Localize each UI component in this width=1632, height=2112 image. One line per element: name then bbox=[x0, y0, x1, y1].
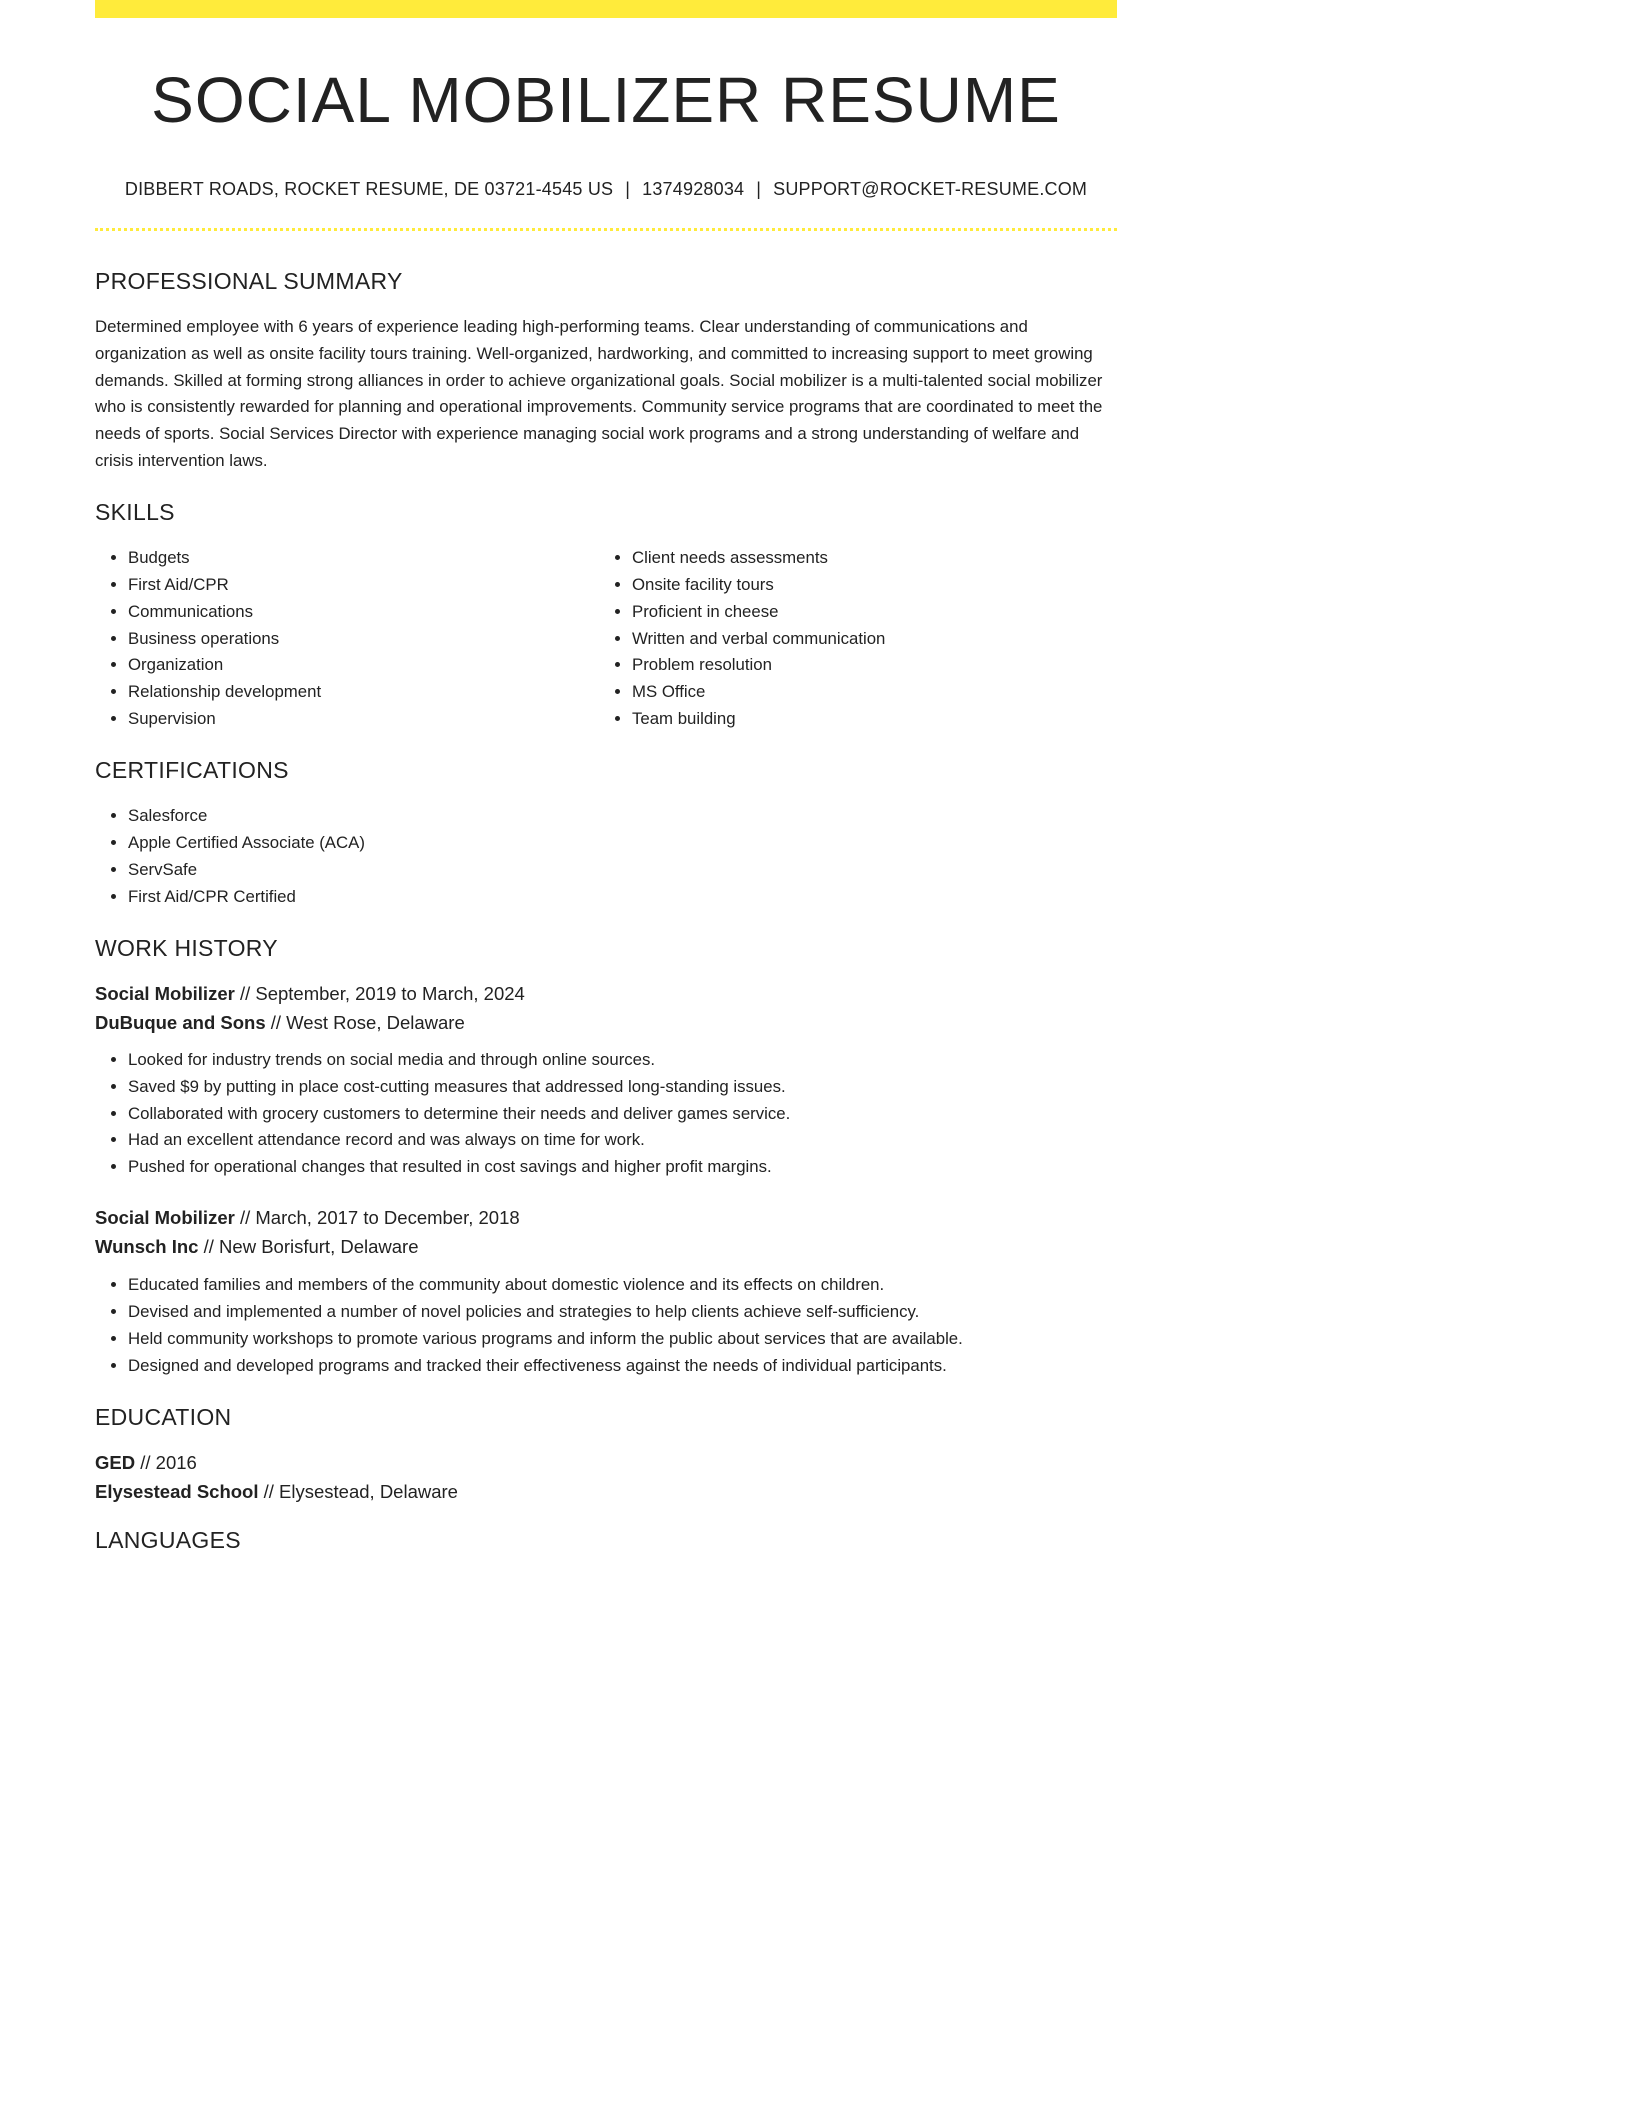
job-duty: • Educated families and members of the community about domestic violence and its effects on children. bbox=[128, 1272, 1117, 1299]
job-title-line bbox=[95, 979, 1117, 1008]
education-location: // Elysestead, Delaware bbox=[263, 1480, 458, 1502]
skill-item: • Problem resolution bbox=[632, 652, 1103, 679]
skill-item: • Onsite facility tours bbox=[632, 572, 1103, 599]
job-dates: // March, 2017 to December, 2018 bbox=[239, 1207, 520, 1229]
languages-heading: LANGUAGES bbox=[95, 1526, 241, 1553]
education-school: Elysestead School bbox=[95, 1480, 259, 1502]
education-degree-line bbox=[95, 1448, 1117, 1477]
education-school-line bbox=[95, 1477, 1117, 1506]
certification-item: • ServSafe bbox=[128, 857, 1117, 884]
resume-title: SOCIAL MOBILIZER RESUME bbox=[151, 64, 1061, 136]
skill-item: • Organization bbox=[128, 652, 599, 679]
skill-item: • Business operations bbox=[128, 626, 599, 653]
skill-item: • Client needs assessments bbox=[632, 545, 1103, 572]
job-duty: • Designed and developed programs and tracked their effectiveness against the needs of individual participants. bbox=[128, 1353, 1117, 1380]
job-entry bbox=[95, 1203, 1117, 1261]
job-company-line bbox=[95, 1232, 1117, 1261]
job-duty: • Devised and implemented a number of novel policies and strategies to help clients achieve self-sufficiency. bbox=[128, 1299, 1117, 1326]
skill-item: • Communications bbox=[128, 599, 599, 626]
skill-item: • MS Office bbox=[632, 679, 1103, 706]
resume-page bbox=[95, 0, 1117, 1554]
job-company-line bbox=[95, 1008, 1117, 1037]
summary-heading: PROFESSIONAL SUMMARY bbox=[95, 268, 403, 294]
job-title-line bbox=[95, 1203, 1117, 1232]
job-entry bbox=[95, 979, 1117, 1037]
skills-column-right bbox=[599, 545, 1103, 733]
accent-top-bar bbox=[95, 0, 1117, 18]
skills-column-left bbox=[95, 545, 599, 733]
skill-item: • Budgets bbox=[128, 545, 599, 572]
certifications-heading: CERTIFICATIONS bbox=[95, 757, 289, 784]
contact-separator: | bbox=[625, 179, 631, 199]
job-duty: • Collaborated with grocery customers to determine their needs and deliver games service. bbox=[128, 1101, 1117, 1128]
job-location: // New Borisfurt, Delaware bbox=[203, 1236, 419, 1258]
job-duty: • Looked for industry trends on social media and through online sources. bbox=[128, 1047, 1117, 1074]
job-duty: • Had an excellent attendance record and was always on time for work. bbox=[128, 1127, 1117, 1154]
contact-line bbox=[95, 178, 1117, 200]
skill-item: • Written and verbal communication bbox=[632, 626, 1103, 653]
certifications-list bbox=[95, 803, 1117, 911]
contact-phone: 1374928034 bbox=[642, 179, 745, 199]
skill-item: • Proficient in cheese bbox=[632, 599, 1103, 626]
education-entry bbox=[95, 1448, 1117, 1506]
job-location: // West Rose, Delaware bbox=[270, 1011, 465, 1033]
education-year: // 2016 bbox=[140, 1451, 197, 1473]
skill-item: • Supervision bbox=[128, 706, 599, 733]
contact-address: DIBBERT ROADS, ROCKET RESUME, DE 03721-4545 US bbox=[124, 179, 614, 199]
job-duty: • Held community workshops to promote various programs and inform the public about services that are available. bbox=[128, 1326, 1117, 1353]
job-duty: • Pushed for operational changes that resulted in cost savings and higher profit margins. bbox=[128, 1154, 1117, 1181]
certification-item: • Salesforce bbox=[128, 803, 1117, 830]
contact-email: SUPPORT@ROCKET-RESUME.COM bbox=[773, 179, 1088, 199]
job-title: Social Mobilizer bbox=[95, 1207, 235, 1229]
job-duties-list bbox=[95, 1047, 1117, 1182]
skill-item: • Relationship development bbox=[128, 679, 599, 706]
skill-item: • First Aid/CPR bbox=[128, 572, 599, 599]
summary-text: Determined employee with 6 years of experience leading high-performing teams. Clear understanding of communications and organization as well as onsite facility tours training. Well-organized, hardworking, and committed to increasing support to meet growing demands. Skilled at forming strong alliances in order to achieve organizational goals. Social mobilizer is a multi-talented social mobilizer who is consistently rewarded for planning and operational improvements. Community service programs that are coordinated to meet the needs of sports. Social Services Director with experience managing social work programs and a strong understanding of welfare and crisis intervention laws. bbox=[95, 317, 1103, 470]
skills-heading: SKILLS bbox=[95, 498, 175, 525]
skill-item: • Team building bbox=[632, 706, 1103, 733]
education-heading: EDUCATION bbox=[95, 1403, 232, 1430]
contact-separator: | bbox=[756, 179, 762, 199]
job-company: Wunsch Inc bbox=[95, 1236, 199, 1258]
work-history-heading: WORK HISTORY bbox=[95, 934, 278, 961]
job-dates: // September, 2019 to March, 2024 bbox=[239, 982, 525, 1004]
job-title: Social Mobilizer bbox=[95, 982, 235, 1004]
job-duties-list bbox=[95, 1272, 1117, 1380]
header-divider bbox=[95, 228, 1117, 231]
skills-list bbox=[95, 545, 1117, 733]
job-duty: • Saved $9 by putting in place cost-cutting measures that addressed long-standing issues. bbox=[128, 1074, 1117, 1101]
certification-item: • First Aid/CPR Certified bbox=[128, 884, 1117, 911]
education-degree: GED bbox=[95, 1451, 136, 1473]
job-company: DuBuque and Sons bbox=[95, 1011, 266, 1033]
certification-item: • Apple Certified Associate (ACA) bbox=[128, 830, 1117, 857]
